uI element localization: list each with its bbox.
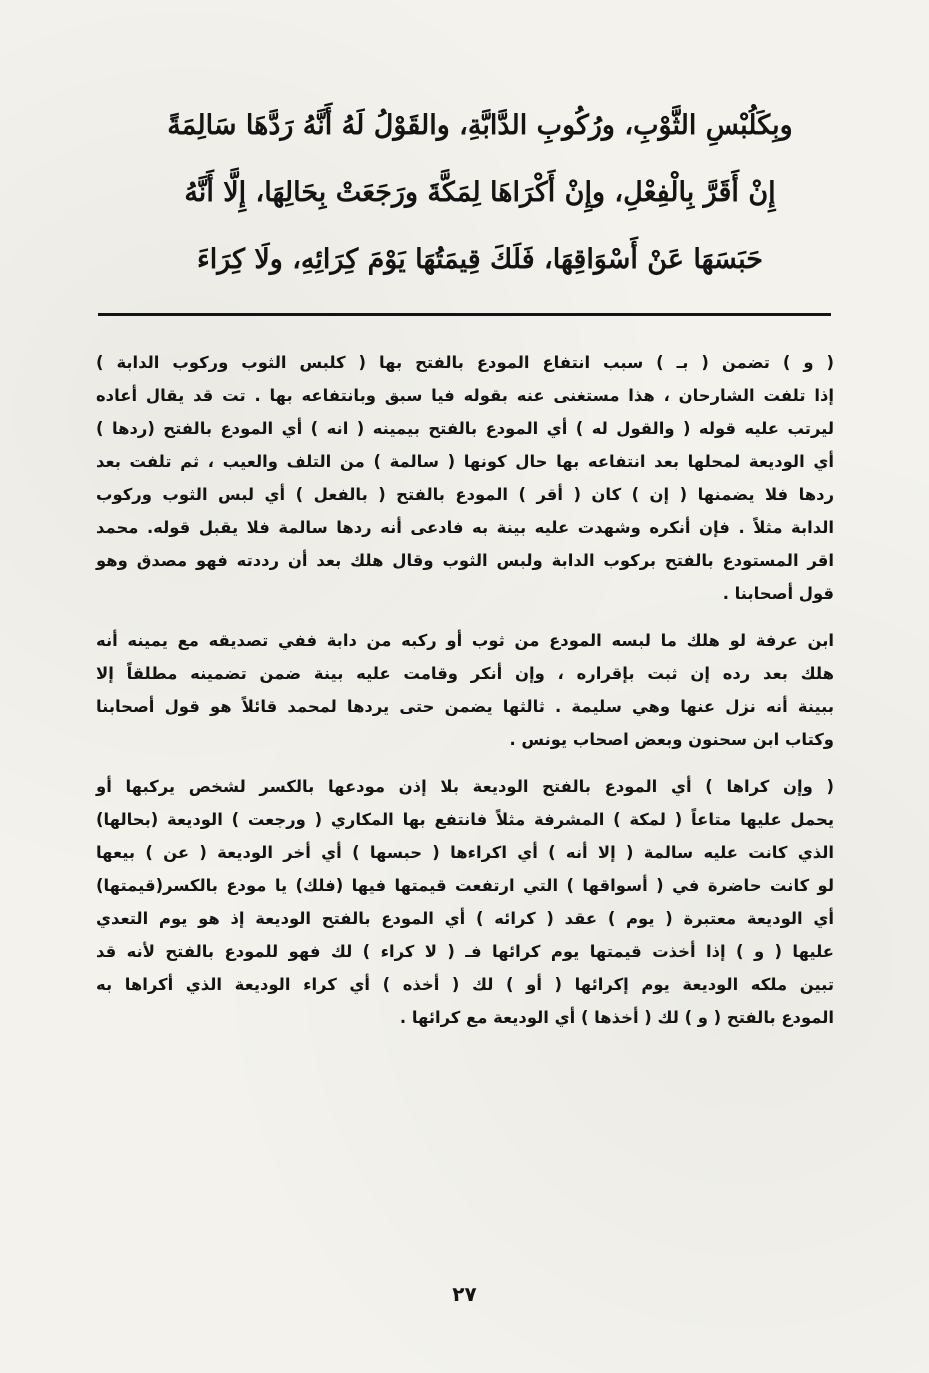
commentary-line: وكتاب ابن سحنون وبعض اصحاب يونس . — [509, 730, 834, 749]
commentary-line: ردها فلا يضمنها ( إن ) كان ( أقر ) المودع بالفتح ( بالفعل ) أي لبس الثوب وركوب — [96, 485, 834, 504]
commentary-line: هلك بعد رده إن ثبت بإقراره ، وإن أنكر وقامت عليه بينة ضمن تضمينه مطلقاً إلا — [96, 664, 834, 683]
commentary-line: أي الوديعة معتبرة ( يوم ) عقد ( كرائه ) أي المودع بالفتح الوديعة إذ هو يوم التعدي — [96, 909, 834, 928]
sharh-commentary-block — [96, 346, 834, 1048]
commentary-paragraph — [96, 624, 834, 756]
commentary-line: لو كانت حاضرة في ( أسواقها ) التي ارتفعت قيمتها فيها (فلك) يا مودع بالكسر(قيمتها) — [96, 876, 834, 895]
matn-text-block — [130, 92, 830, 293]
commentary-line: الذي كانت عليه سالمة ( إلا أنه ) أي اكراءها ( حبسها ) أي أخر الوديعة ( عن ) بيعها — [96, 843, 834, 862]
commentary-line: ابن عرفة لو هلك ما لبسه المودع من ثوب أو ركبه من دابة ففي تصديقه مع يمينه أنه — [96, 631, 834, 650]
commentary-line: يحمل عليها متاعاً ( لمكة ) المشرفة مثلاً فانتفع بها المكاري ( ورجعت ) الوديعة (بحالها) — [96, 810, 834, 829]
commentary-line: المودع بالفتح ( و ) لك ( أخذها ) أي الوديعة مع كرائها . — [399, 1008, 834, 1027]
commentary-line: ليرتب عليه قوله ( والقول له ) أي المودع بالفتح بيمينه ( انه ) أي المودع بالفتح (ردها ) — [96, 419, 834, 438]
commentary-line: إذا تلفت الشارحان ، هذا مستغنى عنه بقوله فيا سبق وبانتفاعه بها . تت قد يقال أعاده — [96, 386, 834, 405]
commentary-line: اقر المستودع بالفتح بركوب الدابة ولبس الثوب وقال هلك بعد أن رددته فهو مصدق وهو — [96, 551, 834, 570]
commentary-line: تبين ملكه الوديعة يوم إكرائها ( أو ) لك ( أخذه ) أي كراء الوديعة الذي أكراها به — [96, 975, 834, 994]
commentary-paragraph — [96, 770, 834, 1034]
commentary-line: أي الوديعة لمحلها بعد انتفاعه بها حال كونها ( سالمة ) من التلف والعيب ، ثم تلفت بعد — [96, 452, 834, 471]
commentary-line: قول أصحابنا . — [722, 584, 834, 603]
separator-rule — [98, 313, 831, 316]
commentary-line: ( وإن كراها ) أي المودع بالفتح الوديعة بلا إذن مودعها بالكسر لشخص يركبها أو — [96, 777, 834, 796]
matn-line: وبِكَلُبْسِ الثَّوْبِ، ورُكُوبِ الدَّابَّةِ، والقَوْلُ لَهُ أَنَّهُ رَدَّهَا سَالِمَةً — [167, 110, 793, 141]
matn-line: إِنْ أَقَرَّ بِالْفِعْلِ، وإِنْ أَكْرَاهَا لِمَكَّةَ ورَجَعَتْ بِحَالِهَا، إِلَّا أَنَّهُ — [184, 177, 776, 208]
commentary-line: ( و ) تضمن ( بـ ) سبب انتفاع المودع بالفتح بها ( كلبس الثوب وركوب الدابة ) — [96, 353, 834, 372]
page-number: ٢٧ — [452, 1282, 477, 1306]
matn-line: حَبَسَهَا عَنْ أَسْوَاقِهَا، فَلَكَ قِيمَتُهَا يَوْمَ كِرَائِهِ، ولَا كِرَاءَ — [197, 244, 763, 275]
commentary-line: عليها ( و ) إذا أخذت قيمتها يوم كرائها فـ ( لا كراء ) لك فهو للمودع بالفتح لأنه قد — [96, 942, 834, 961]
commentary-line: الدابة مثلاً . فإن أنكره وشهدت عليه بينة به فادعى أنه ردها سالمة فلا يقبل قوله. محمد — [96, 518, 834, 537]
commentary-line: ببينة أنه نزل عنها وهي سليمة . ثالثها يضمن حتى يردها لمحمد قائلاً هو قول أصحابنا — [96, 697, 834, 716]
commentary-paragraph — [96, 346, 834, 610]
